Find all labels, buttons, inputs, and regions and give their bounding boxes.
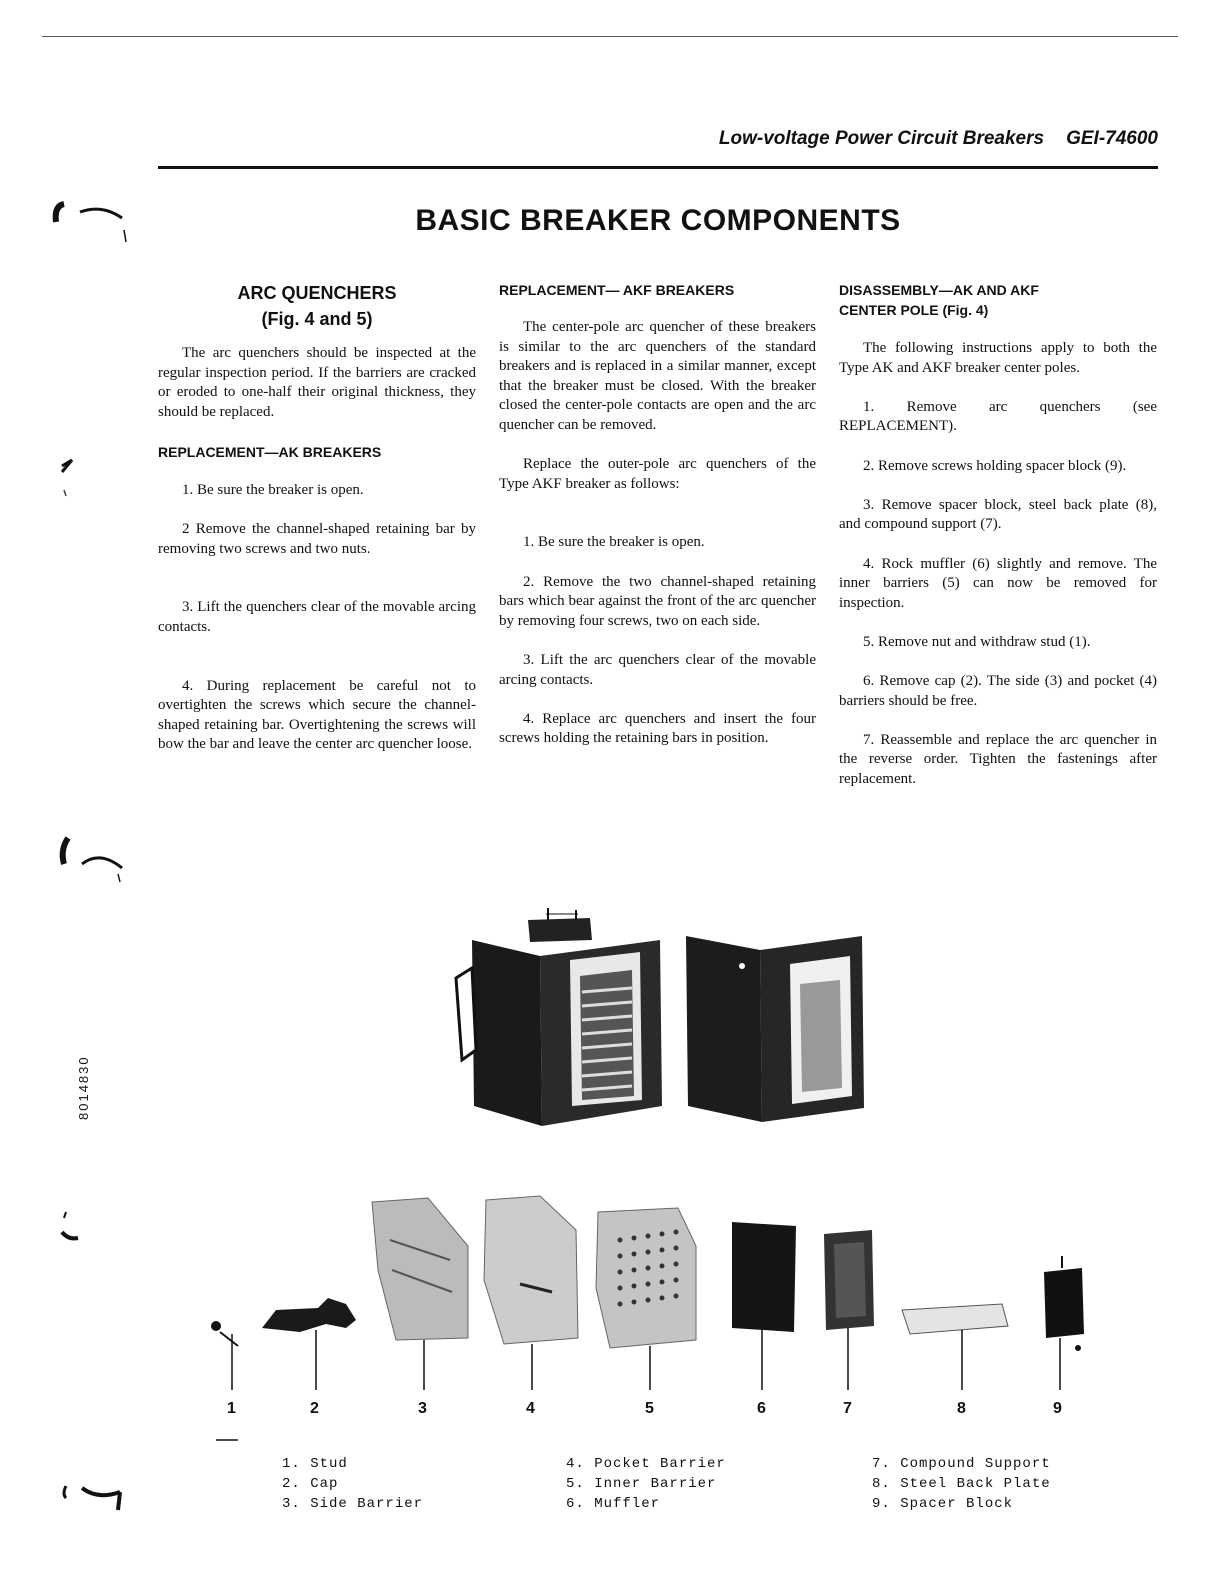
step-paragraph: 6. Remove cap (2). The side (3) and pocket (4) barriers should be free.	[839, 673, 1157, 709]
legend-item: 9. Spacer Block	[872, 1496, 1014, 1512]
step-paragraph: 3. Lift the arc quenchers clear of the movable arcing contacts.	[499, 651, 816, 688]
step-paragraph: 7. Reassemble and replace the arc quencher in the reverse order. Tighten the fastenings after replacement.	[839, 731, 1157, 788]
part-side-barrier	[372, 1198, 468, 1390]
header-rule	[158, 166, 1158, 169]
sub-heading: REPLACEMENT— AKF BREAKERS	[499, 282, 735, 298]
step-paragraph: 2 Remove the channel-shaped retaining bar by removing two screws and two nuts.	[158, 521, 476, 557]
step-paragraph: 2. Remove the two channel-shaped retaining bars which bear against the front of the arc quencher by removing four screws, two on each side.	[499, 573, 816, 629]
column-akf-replacement	[499, 280, 816, 768]
column-arc-quenchers	[158, 280, 476, 775]
step-paragraph: 4. Rock muffler (6) slightly and remove. The inner barriers (5) can now be removed for inspection.	[839, 555, 1157, 611]
step-paragraph: 5. Remove nut and withdraw stud (1).	[863, 633, 1091, 650]
arc-quencher-figure	[150, 900, 1130, 1460]
sub-heading: REPLACEMENT—AK BREAKERS	[158, 443, 382, 460]
page-title: BASIC BREAKER COMPONENTS	[415, 204, 901, 237]
legend-item: 5. Inner Barrier	[566, 1476, 717, 1492]
legend-item: 2. Cap	[282, 1476, 339, 1492]
part-number: 1	[227, 1400, 236, 1417]
doc-number: GEI-74600	[1066, 128, 1158, 149]
legend-item: 8. Steel Back Plate	[872, 1476, 1051, 1492]
intro-paragraph: The following instructions apply to both the Type AK and AKF breaker center poles.	[839, 340, 1157, 376]
figure-legend-col2	[566, 1454, 726, 1514]
legend-item: 7. Compound Support	[872, 1456, 1051, 1472]
part-spacer-block	[1044, 1256, 1084, 1390]
step-paragraph: 4. During replacement be careful not to overtighten the screws which secure the channel-shaped retaining bar. Overtightening the screws will bow the bar and leave the center arc quencher loose.	[158, 677, 476, 753]
part-inner-barrier	[596, 1208, 696, 1390]
legend-item: 3. Side Barrier	[282, 1496, 424, 1512]
legend-item: 6. Muffler	[566, 1496, 661, 1512]
assembled-quencher-right	[686, 936, 864, 1122]
step-paragraph: 2. Remove screws holding spacer block (9).	[863, 457, 1127, 474]
part-number: 5	[645, 1400, 654, 1417]
step-paragraph: 1. Be sure the breaker is open.	[182, 481, 364, 498]
margin-mark	[56, 1206, 96, 1246]
part-cap	[262, 1298, 356, 1390]
step-paragraph: 4. Replace arc quenchers and insert the four screws holding the retaining bars in position.	[499, 710, 816, 747]
part-number: 9	[1053, 1400, 1062, 1417]
heading-line: DISASSEMBLY—AK AND AKF	[839, 282, 1039, 298]
part-muffler	[732, 1222, 796, 1390]
step-paragraph: 3. Remove spacer block, steel back plate (8), and compound support (7).	[839, 496, 1157, 533]
margin-mark	[56, 1470, 146, 1530]
legend-item: 4. Pocket Barrier	[566, 1456, 726, 1472]
side-code: 8014830	[76, 1055, 91, 1120]
margin-mark	[56, 456, 86, 506]
part-number: 6	[757, 1400, 766, 1417]
margin-mark	[50, 196, 130, 256]
step-paragraph: 3. Lift the quenchers clear of the movable arcing contacts.	[158, 599, 476, 635]
running-header	[160, 128, 1158, 150]
column-disassembly	[839, 280, 1157, 809]
heading-line: (Fig. 4 and 5)	[261, 309, 373, 329]
section-heading	[158, 280, 476, 332]
header-title: Low-voltage Power Circuit Breakers	[718, 128, 1045, 149]
step-paragraph: 1. Be sure the breaker is open.	[523, 534, 705, 551]
part-pocket-barrier	[484, 1196, 578, 1390]
body-paragraph: Replace the outer-pole arc quenchers of the Type AKF breaker as follows:	[499, 456, 816, 492]
part-compound-support	[824, 1230, 874, 1390]
body-paragraph: The center-pole arc quencher of these breakers is similar to the arc quenchers of the standard breakers and is replaced in a similar manner, except that the breaker must be closed. With the breaker closed the center-pole contacts are open and the arc quencher can be removed.	[499, 319, 816, 433]
step-paragraph: 1. Remove arc quenchers (see REPLACEMENT).	[839, 398, 1157, 435]
part-stud	[211, 1321, 238, 1390]
assembled-quencher-left	[456, 908, 662, 1126]
part-number: 2	[310, 1400, 319, 1417]
intro-paragraph: The arc quenchers should be inspected at the regular inspection period. If the barriers are cracked or eroded to one-half their original thickness, they should be replaced.	[158, 345, 476, 420]
part-number: 3	[418, 1400, 427, 1417]
legend-item: 1. Stud	[282, 1456, 348, 1472]
heading-line: ARC QUENCHERS	[237, 283, 397, 303]
part-number: 4	[526, 1400, 535, 1417]
margin-mark	[56, 830, 136, 890]
part-number: 8	[957, 1400, 966, 1417]
figure-legend-col1	[282, 1454, 423, 1514]
sub-heading	[839, 280, 1157, 320]
top-rule	[42, 36, 1178, 37]
heading-line: CENTER POLE (Fig. 4)	[839, 302, 989, 318]
part-steel-back-plate	[902, 1304, 1008, 1390]
part-number: 7	[843, 1400, 852, 1417]
figure-legend-col3	[872, 1454, 1051, 1514]
